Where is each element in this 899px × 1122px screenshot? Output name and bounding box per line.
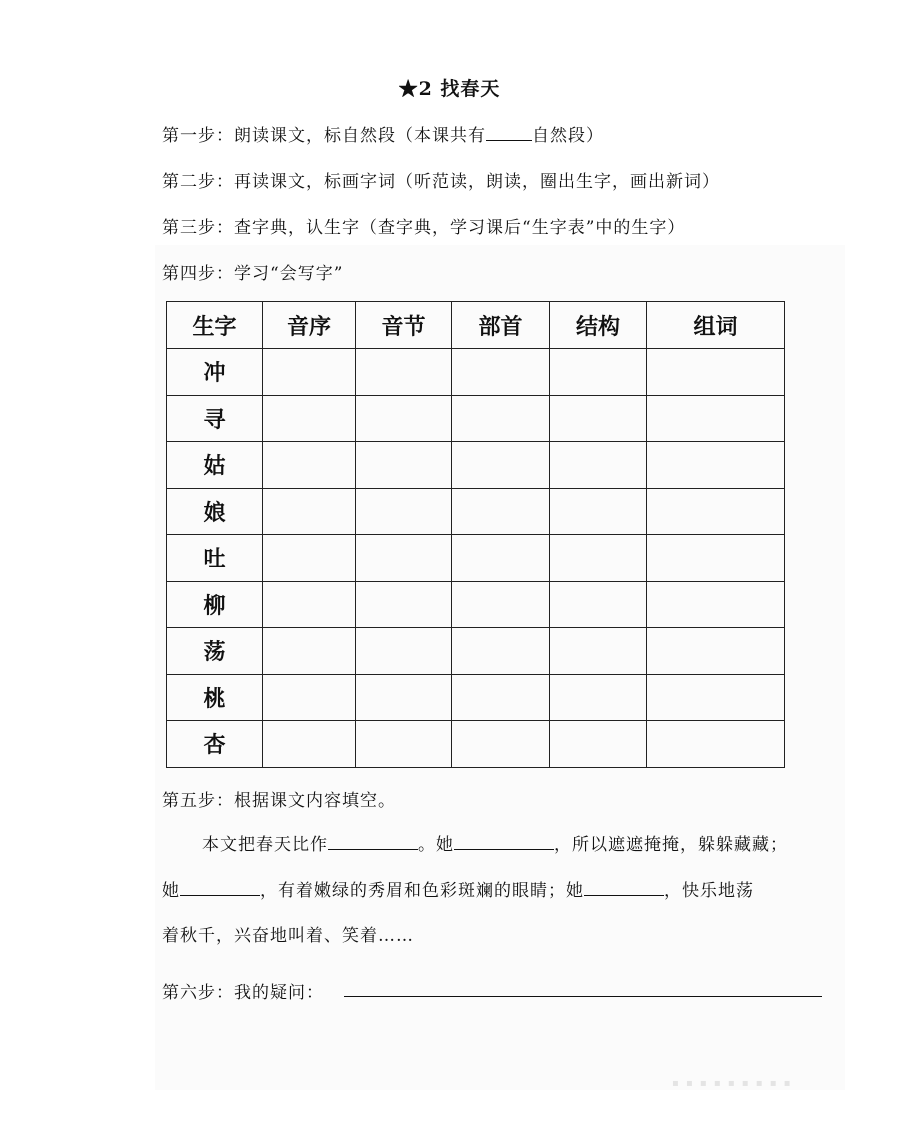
table-row <box>167 442 785 489</box>
header-syllable: 音节 <box>356 302 452 349</box>
fill-text: 。她 <box>418 835 454 855</box>
answer-cell[interactable] <box>550 442 647 489</box>
fill-blank[interactable] <box>454 833 554 850</box>
watermark: ▪ ▪ ▪ ▪ ▪ ▪ ▪ ▪ ▪ <box>672 1078 793 1089</box>
answer-cell[interactable] <box>452 488 550 535</box>
answer-cell[interactable] <box>356 349 452 396</box>
answer-cell[interactable] <box>356 395 452 442</box>
answer-cell[interactable] <box>550 581 647 628</box>
answer-cell[interactable] <box>647 581 785 628</box>
table-row <box>167 488 785 535</box>
paragraph-count-blank[interactable] <box>486 124 532 141</box>
header-character: 生字 <box>167 302 263 349</box>
fill-text: ，有着嫩绿的秀眉和色彩斑斓的眼睛；她 <box>260 881 584 901</box>
table-row <box>167 395 785 442</box>
answer-cell[interactable] <box>356 581 452 628</box>
answer-cell[interactable] <box>356 488 452 535</box>
step-2: 第二步：再读课文，标画字词（听范读，朗读，圈出生字，画出新词） <box>162 172 720 192</box>
answer-cell[interactable] <box>550 395 647 442</box>
answer-cell[interactable] <box>452 442 550 489</box>
answer-cell[interactable] <box>550 535 647 582</box>
fill-text: 本文把春天比作 <box>202 835 328 855</box>
answer-cell[interactable] <box>263 674 356 721</box>
answer-cell[interactable] <box>550 674 647 721</box>
answer-cell[interactable] <box>356 535 452 582</box>
table-row <box>167 721 785 768</box>
character-cell: 冲 <box>167 349 263 396</box>
header-structure: 结构 <box>550 302 647 349</box>
answer-cell[interactable] <box>356 442 452 489</box>
answer-cell[interactable] <box>356 721 452 768</box>
answer-cell[interactable] <box>550 628 647 675</box>
fill-text: ，所以遮遮掩掩，躲躲藏藏； <box>554 835 788 855</box>
answer-cell[interactable] <box>263 349 356 396</box>
fill-blank[interactable] <box>180 879 260 896</box>
answer-cell[interactable] <box>356 628 452 675</box>
character-cell: 荡 <box>167 628 263 675</box>
step-1-text: 第一步：朗读课文，标自然段（本课共有 <box>162 126 486 146</box>
table-header-row <box>167 302 785 349</box>
table-row <box>167 349 785 396</box>
fill-line-2 <box>162 876 754 901</box>
answer-cell[interactable] <box>647 721 785 768</box>
header-letter-order: 音序 <box>263 302 356 349</box>
step-5: 第五步：根据课文内容填空。 <box>162 791 396 811</box>
answer-cell[interactable] <box>452 395 550 442</box>
fill-blank[interactable] <box>584 879 664 896</box>
answer-cell[interactable] <box>263 488 356 535</box>
answer-cell[interactable] <box>263 581 356 628</box>
step-4: 第四步：学习“会写字” <box>162 264 344 284</box>
character-cell: 桃 <box>167 674 263 721</box>
character-cell: 娘 <box>167 488 263 535</box>
header-radical: 部首 <box>452 302 550 349</box>
answer-cell[interactable] <box>263 535 356 582</box>
answer-cell[interactable] <box>263 442 356 489</box>
answer-cell[interactable] <box>647 628 785 675</box>
answer-cell[interactable] <box>647 442 785 489</box>
answer-cell[interactable] <box>452 535 550 582</box>
answer-cell[interactable] <box>452 349 550 396</box>
answer-cell[interactable] <box>647 535 785 582</box>
fill-blank[interactable] <box>328 833 418 850</box>
answer-cell[interactable] <box>550 721 647 768</box>
page-title: ★2 找春天 <box>398 78 501 100</box>
step-1 <box>162 121 604 146</box>
character-cell: 吐 <box>167 535 263 582</box>
step-3: 第三步：查字典，认生字（查字典，学习课后“生字表”中的生字） <box>162 218 686 238</box>
question-answer-line[interactable] <box>344 996 822 997</box>
table-row <box>167 674 785 721</box>
step-6: 第六步：我的疑问： <box>162 983 324 1003</box>
answer-cell[interactable] <box>263 721 356 768</box>
table-row <box>167 535 785 582</box>
answer-cell[interactable] <box>452 581 550 628</box>
character-cell: 姑 <box>167 442 263 489</box>
answer-cell[interactable] <box>452 628 550 675</box>
answer-cell[interactable] <box>452 674 550 721</box>
step-1-text-end: 自然段） <box>532 126 604 146</box>
fill-line-3: 着秋千，兴奋地叫着、笑着…… <box>162 926 414 946</box>
answer-cell[interactable] <box>550 349 647 396</box>
answer-cell[interactable] <box>647 674 785 721</box>
table-row <box>167 581 785 628</box>
answer-cell[interactable] <box>263 628 356 675</box>
answer-cell[interactable] <box>263 395 356 442</box>
answer-cell[interactable] <box>550 488 647 535</box>
fill-text: 她 <box>162 881 180 901</box>
header-words: 组词 <box>647 302 785 349</box>
answer-cell[interactable] <box>452 721 550 768</box>
answer-cell[interactable] <box>356 674 452 721</box>
characters-table <box>166 301 785 768</box>
fill-text: ，快乐地荡 <box>664 881 754 901</box>
answer-cell[interactable] <box>647 395 785 442</box>
fill-line-1 <box>202 830 788 855</box>
character-cell: 柳 <box>167 581 263 628</box>
answer-cell[interactable] <box>647 488 785 535</box>
character-cell: 寻 <box>167 395 263 442</box>
table-row <box>167 628 785 675</box>
character-cell: 杏 <box>167 721 263 768</box>
answer-cell[interactable] <box>647 349 785 396</box>
